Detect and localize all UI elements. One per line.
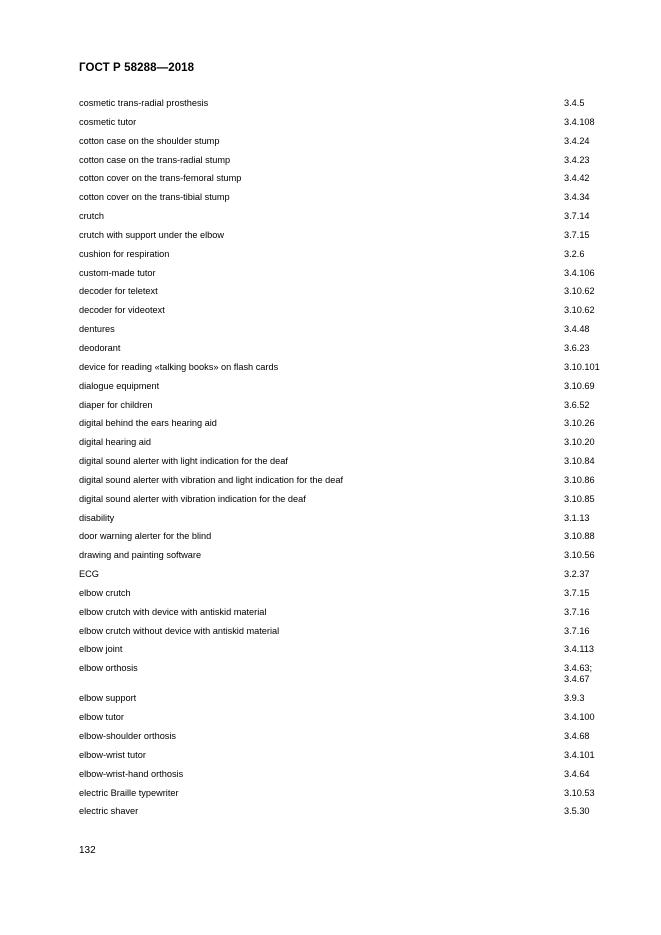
index-entry: [79, 321, 619, 340]
index-term: elbow-wrist tutor: [79, 749, 146, 760]
index-term: electric Braille typewriter: [79, 787, 179, 798]
index-entry: [79, 359, 619, 378]
index-reference: 3.10.20: [564, 437, 595, 448]
index-term: digital hearing aid: [79, 437, 152, 448]
index-term: digital sound alerter with light indication for the deaf: [79, 456, 288, 467]
index-term: deodorant: [79, 342, 121, 353]
index-reference: 3.4.34: [564, 192, 590, 203]
index-term: cosmetic tutor: [79, 116, 137, 127]
index-reference: 3.10.85: [564, 493, 595, 504]
index-reference: 3.4.24: [564, 135, 590, 146]
index-reference: 3.7.15: [564, 229, 590, 240]
index-term: elbow joint: [79, 644, 123, 655]
index-reference: 3.5.30: [564, 806, 590, 817]
index-term: drawing and painting software: [79, 550, 202, 561]
index-term: cotton cover on the trans-femoral stump: [79, 173, 242, 184]
index-entry: [79, 265, 619, 284]
index-reference: 3.2.6: [564, 248, 585, 259]
index-entry: [79, 585, 619, 604]
index-reference: 3.10.62: [564, 305, 595, 316]
index-reference: 3.10.84: [564, 456, 595, 467]
index-reference: 3.10.56: [564, 550, 595, 561]
index-term: cushion for respiration: [79, 248, 170, 259]
index-entry: [79, 189, 619, 208]
index-term: elbow crutch with device with antiskid material: [79, 606, 267, 617]
index-entry: [79, 95, 619, 114]
index-reference: 3.10.101: [564, 361, 600, 372]
index-reference: 3.10.53: [564, 787, 595, 798]
index-term: door warning alerter for the blind: [79, 531, 212, 542]
index-entry: [79, 114, 619, 133]
index-term: elbow crutch without device with antiskid material: [79, 625, 280, 636]
index-entry: [79, 641, 619, 660]
index-reference: 3.4.100: [564, 712, 595, 723]
index-term: digital sound alerter with vibration and light indication for the deaf: [79, 474, 344, 485]
index-entry: [79, 660, 619, 690]
index-term: digital sound alerter with vibration indication for the deaf: [79, 493, 306, 504]
index-reference: 3.6.23: [564, 342, 590, 353]
index-reference: 3.7.14: [564, 211, 590, 222]
index-entry: [79, 747, 619, 766]
index-entry: [79, 133, 619, 152]
index-term: elbow support: [79, 693, 137, 704]
index-entry: [79, 397, 619, 416]
index-term: custom-made tutor: [79, 267, 156, 278]
index-term: device for reading «talking books» on flash cards: [79, 361, 279, 372]
index-reference: 3.10.26: [564, 418, 595, 429]
index-term: cotton case on the shoulder stump: [79, 135, 220, 146]
index-entry: [79, 415, 619, 434]
index-entry: [79, 453, 619, 472]
index-reference: 3.4.5: [564, 98, 585, 108]
index-entry: [79, 472, 619, 491]
index-reference: 3.4.106: [564, 267, 595, 278]
index-term: elbow crutch: [79, 587, 131, 598]
index-list: [79, 95, 619, 822]
index-reference: 3.2.37: [564, 569, 590, 580]
index-term: elbow orthosis: [79, 663, 138, 674]
page-number: 132: [79, 845, 96, 856]
index-reference: 3.10.86: [564, 474, 595, 485]
index-term: dentures: [79, 324, 115, 335]
index-entry: [79, 547, 619, 566]
index-entry: [79, 510, 619, 529]
index-reference: 3.7.16: [564, 606, 590, 617]
document-header: ГОСТ Р 58288—2018: [79, 62, 195, 74]
index-term: disability: [79, 512, 115, 523]
index-reference: 3.4.63; 3.4.67: [564, 663, 593, 685]
index-entry: [79, 378, 619, 397]
index-reference: 3.9.3: [564, 693, 585, 704]
index-entry: [79, 434, 619, 453]
index-term: cosmetic trans-radial prosthesis: [79, 98, 209, 108]
index-entry: [79, 340, 619, 359]
index-reference: 3.6.52: [564, 399, 590, 410]
index-entry: [79, 208, 619, 227]
index-reference: 3.1.13: [564, 512, 590, 523]
index-entry: [79, 785, 619, 804]
index-entry: [79, 302, 619, 321]
index-term: digital behind the ears hearing aid: [79, 418, 217, 429]
index-entry: [79, 528, 619, 547]
index-reference: 3.4.108: [564, 116, 595, 127]
index-term: elbow tutor: [79, 712, 124, 723]
index-reference: 3.4.101: [564, 749, 595, 760]
index-term: ECG: [79, 569, 99, 580]
index-reference: 3.4.113: [564, 644, 594, 655]
index-term: cotton cover on the trans-tibial stump: [79, 192, 230, 203]
index-reference: 3.4.64: [564, 768, 590, 779]
index-term: crutch: [79, 211, 105, 222]
index-term: decoder for videotext: [79, 305, 165, 316]
index-entry: [79, 728, 619, 747]
index-entry: [79, 623, 619, 642]
index-term: electric shaver: [79, 806, 139, 817]
index-entry: [79, 227, 619, 246]
index-reference: 3.4.23: [564, 154, 590, 165]
index-entry: [79, 604, 619, 623]
index-entry: [79, 566, 619, 585]
index-reference: 3.4.68: [564, 731, 590, 741]
index-entry: [79, 170, 619, 189]
index-reference: 3.7.15: [564, 587, 590, 598]
index-term: crutch with support under the elbow: [79, 229, 225, 240]
index-term: decoder for teletext: [79, 286, 158, 297]
index-reference: 3.10.88: [564, 531, 595, 542]
index-term: dialogue equipment: [79, 380, 160, 391]
index-entry: [79, 803, 619, 822]
index-entry: [79, 246, 619, 265]
index-term: diaper for children: [79, 399, 153, 410]
index-reference: 3.4.42: [564, 173, 590, 184]
index-entry: [79, 152, 619, 171]
index-reference: 3.10.62: [564, 286, 595, 297]
index-term: cotton case on the trans-radial stump: [79, 154, 231, 165]
index-entry: [79, 709, 619, 728]
index-entry: [79, 766, 619, 785]
index-term: elbow-wrist-hand orthosis: [79, 768, 184, 779]
index-term: elbow-shoulder orthosis: [79, 731, 177, 741]
index-reference: 3.7.16: [564, 625, 590, 636]
index-entry: [79, 491, 619, 510]
index-entry: [79, 690, 619, 709]
index-reference: 3.10.69: [564, 380, 595, 391]
index-entry: [79, 283, 619, 302]
index-reference: 3.4.48: [564, 324, 590, 335]
